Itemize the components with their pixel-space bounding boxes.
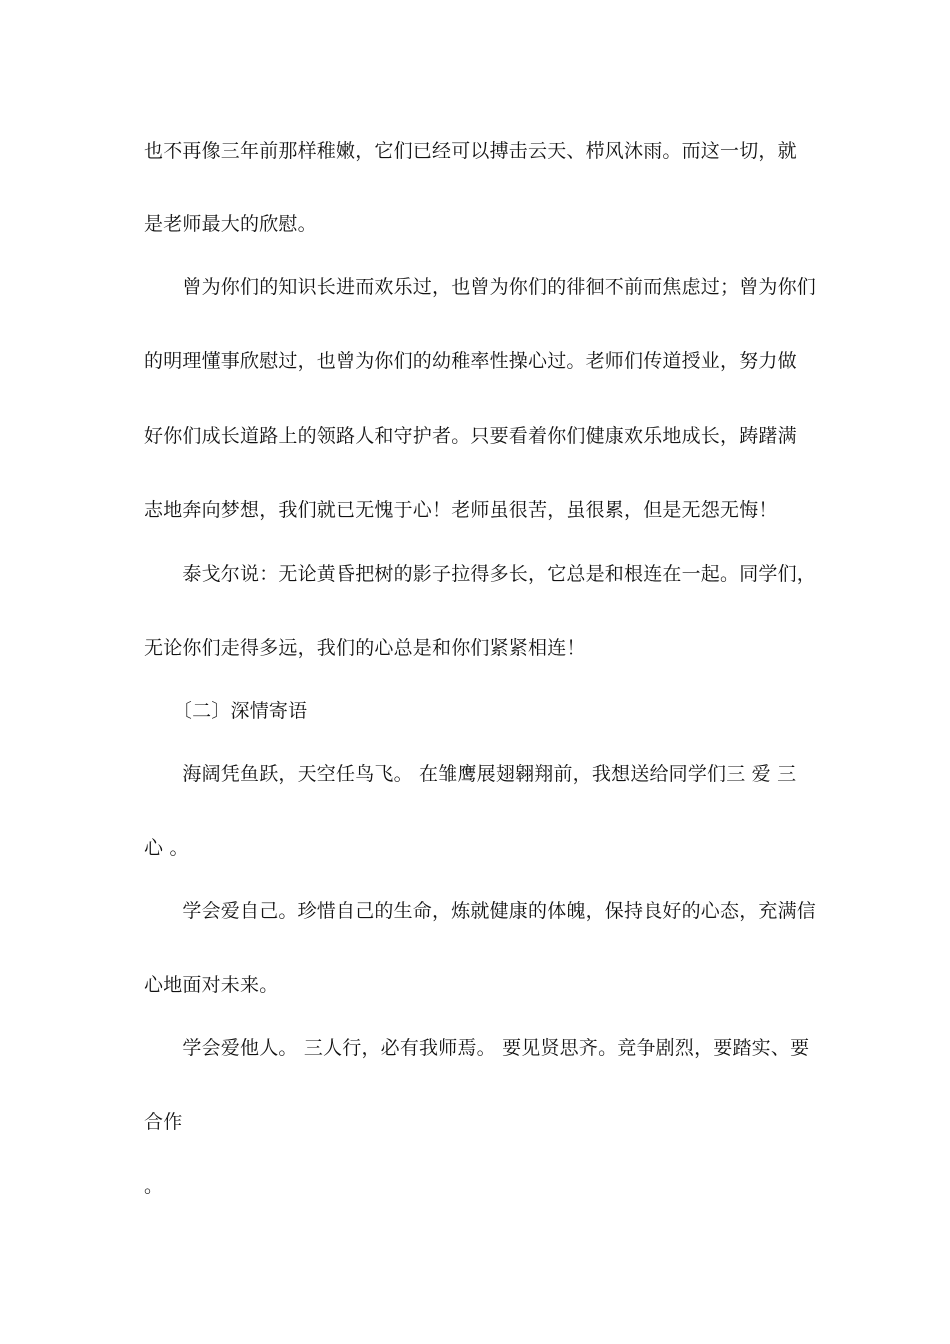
text-line: 无论你们走得多远，我们的心总是和你们紧紧相连！ (144, 637, 586, 659)
text-line: 是老师最大的欣慰。 (144, 213, 317, 235)
text-line: 学会爱自己。珍惜自己的生命，炼就健康的体魄，保持良好的心态，充满信 (144, 900, 817, 922)
text-line: 泰戈尔说：无论黄昏把树的影子拉得多长，它总是和根连在一起。同学们， (144, 563, 817, 585)
text-line: 合作 (144, 1111, 183, 1133)
text-line: 的明理懂事欣慰过，也曾为你们的幼稚率性操心过。老师们传道授业，努力做 (144, 350, 797, 372)
text-line: 也不再像三年前那样稚嫩，它们已经可以搏击云天、栉风沐雨。而这一切，就 (144, 140, 797, 162)
text-line: 好你们成长道路上的领路人和守护者。只要看着你们健康欢乐地成长，踌躇满 (144, 425, 797, 447)
text-line: 。 (144, 1175, 164, 1197)
text-line: 曾为你们的知识长进而欢乐过，也曾为你们的徘徊不前而焦虑过；曾为你们 (144, 276, 817, 298)
text-line: 心 。 (144, 837, 189, 859)
text-line: 海阔凭鱼跃，天空任鸟飞。 在雏鹰展翅翱翔前，我想送给同学们三 爱 三 (144, 763, 797, 785)
section-heading: 〔二〕深情寄语 (144, 700, 308, 722)
text-line: 学会爱他人。 三人行，必有我师焉。 要见贤思齐。竞争剧烈，要踏实、要 (144, 1037, 810, 1059)
text-line: 志地奔向梦想，我们就已无愧于心！老师虽很苦，虽很累，但是无怨无悔！ (144, 499, 778, 521)
text-line: 心地面对未来。 (144, 974, 279, 996)
